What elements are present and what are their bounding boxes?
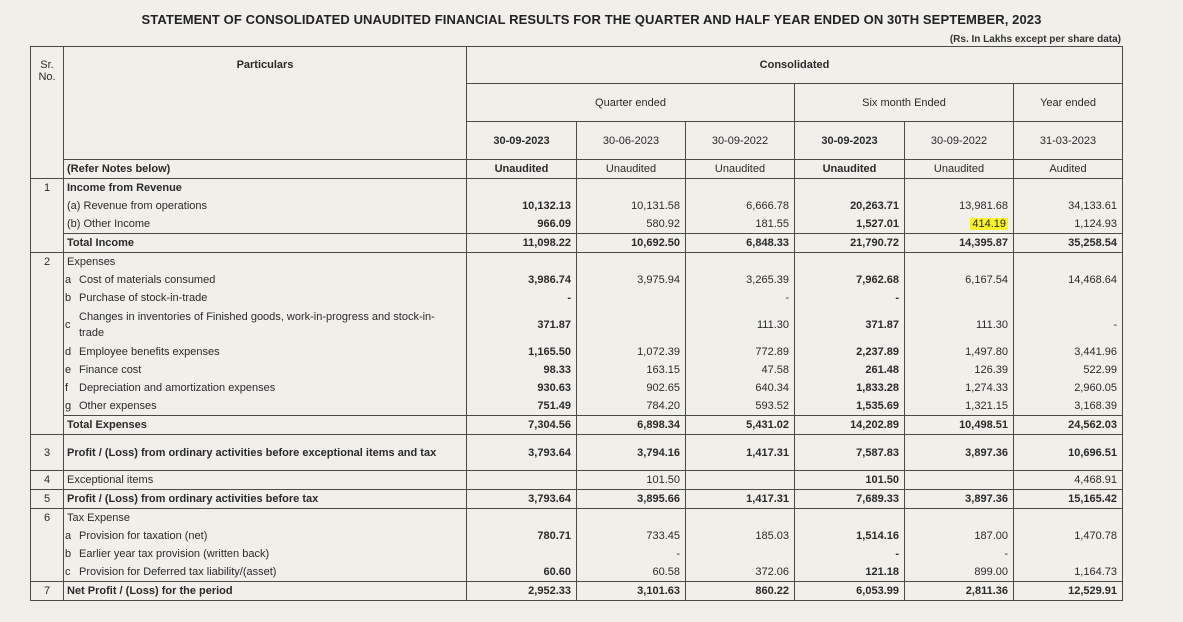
value-cell: 121.18 (795, 563, 905, 582)
value-cell: 3,897.36 (905, 490, 1014, 509)
value-cell (577, 509, 686, 528)
particular-label (64, 361, 467, 379)
value-cell: 261.48 (795, 361, 905, 379)
table-row (31, 563, 1123, 582)
particular-text: Total Income (67, 237, 135, 249)
value-cell: 101.50 (577, 471, 686, 490)
particular-label (64, 253, 467, 272)
value-cell (686, 253, 795, 272)
value-cell: 24,562.03 (1014, 416, 1123, 435)
table-row (31, 379, 1123, 397)
sr-number (31, 343, 64, 361)
value-cell: 1,274.33 (905, 379, 1014, 397)
value-cell (467, 253, 577, 272)
value-cell (577, 307, 686, 343)
value-cell: 3,897.36 (905, 435, 1014, 471)
value-cell (577, 253, 686, 272)
particular-text: Cost of materials consumed (79, 274, 216, 286)
audit-status-header: Unaudited (467, 160, 577, 179)
value-cell (467, 471, 577, 490)
particular-label (64, 509, 467, 528)
particular-text: Employee benefits expenses (79, 346, 220, 358)
audit-status-header: Audited (1014, 160, 1123, 179)
particular-text: Depreciation and amortization expenses (79, 382, 276, 394)
value-cell: 111.30 (905, 307, 1014, 343)
sub-item-letter: b (65, 292, 72, 304)
value-cell (905, 253, 1014, 272)
value-cell: 1,470.78 (1014, 527, 1123, 545)
particular-text: Changes in inventories of Finished goods, work-in-progress and stock-in-trade (79, 311, 435, 339)
table-row (31, 307, 1123, 343)
sr-number (31, 416, 64, 435)
value-cell: 751.49 (467, 397, 577, 416)
value-cell: 1,535.69 (795, 397, 905, 416)
particular-label (64, 343, 467, 361)
particular-text: Income from Revenue (67, 182, 182, 194)
value-cell (905, 471, 1014, 490)
value-cell: 7,587.83 (795, 435, 905, 471)
value-cell: 15,165.42 (1014, 490, 1123, 509)
sr-number: 5 (31, 490, 64, 509)
value-cell: 1,833.28 (795, 379, 905, 397)
table-row (31, 582, 1123, 601)
value-cell: 60.60 (467, 563, 577, 582)
particular-label (64, 234, 467, 253)
value-cell: 733.45 (577, 527, 686, 545)
value-cell: 3,793.64 (467, 490, 577, 509)
value-cell: 163.15 (577, 361, 686, 379)
table-row (31, 490, 1123, 509)
value-cell: 6,167.54 (905, 271, 1014, 289)
value-cell: - (467, 289, 577, 307)
particular-label (64, 379, 467, 397)
sr-number (31, 397, 64, 416)
table-row (31, 527, 1123, 545)
value-cell: 1,072.39 (577, 343, 686, 361)
value-cell: 784.20 (577, 397, 686, 416)
six-month-ended-header: Six month Ended (795, 84, 1014, 122)
value-cell: 14,202.89 (795, 416, 905, 435)
table-row (31, 271, 1123, 289)
particular-text: Purchase of stock-in-trade (79, 292, 208, 304)
value-cell: 3,793.64 (467, 435, 577, 471)
value-cell: 11,098.22 (467, 234, 577, 253)
value-cell (686, 179, 795, 198)
particular-label (64, 271, 467, 289)
sr-number (31, 563, 64, 582)
value-cell: 6,666.78 (686, 197, 795, 215)
value-cell: 1,165.50 (467, 343, 577, 361)
value-cell: 6,053.99 (795, 582, 905, 601)
sub-item-letter: d (65, 346, 72, 358)
value-cell: 1,417.31 (686, 435, 795, 471)
value-cell (1014, 545, 1123, 563)
value-cell: - (577, 545, 686, 563)
sub-item-letter: f (65, 382, 69, 394)
value-cell: 1,514.16 (795, 527, 905, 545)
unit-note: (Rs. In Lakhs except per share data) (949, 34, 1121, 45)
table-row (31, 253, 1123, 272)
value-cell (905, 215, 1014, 234)
sub-item-letter: c (65, 318, 71, 331)
particular-label (64, 563, 467, 582)
value-cell: 98.33 (467, 361, 577, 379)
year-ended-header: Year ended (1014, 84, 1123, 122)
sr-number: 6 (31, 509, 64, 528)
particulars-header: Particulars (64, 47, 467, 160)
sr-number: 4 (31, 471, 64, 490)
value-cell (686, 545, 795, 563)
quarter-ended-header: Quarter ended (467, 84, 795, 122)
table-row (31, 416, 1123, 435)
value-cell: 3,895.66 (577, 490, 686, 509)
value-cell: 1,164.73 (1014, 563, 1123, 582)
value-cell (1014, 509, 1123, 528)
value-cell (686, 509, 795, 528)
table-row (31, 545, 1123, 563)
value-cell (467, 545, 577, 563)
value-cell: 126.39 (905, 361, 1014, 379)
value-cell: 10,132.13 (467, 197, 577, 215)
value-cell: 3,265.39 (686, 271, 795, 289)
value-cell: 101.50 (795, 471, 905, 490)
particular-label (64, 289, 467, 307)
period-date-header: 30-09-2023 (795, 122, 905, 160)
particular-label (64, 197, 467, 215)
period-date-header: 30-09-2022 (686, 122, 795, 160)
particular-text: Profit / (Loss) from ordinary activities before exceptional items and tax (67, 446, 437, 459)
value-cell: 772.89 (686, 343, 795, 361)
value-cell: - (795, 545, 905, 563)
value-cell: 12,529.91 (1014, 582, 1123, 601)
value-cell (577, 289, 686, 307)
sr-number (31, 289, 64, 307)
value-cell: 34,133.61 (1014, 197, 1123, 215)
value-cell: 47.58 (686, 361, 795, 379)
value-cell: 181.55 (686, 215, 795, 234)
particular-label (64, 490, 467, 509)
sr-spacer (31, 160, 64, 179)
value-cell: 10,131.58 (577, 197, 686, 215)
table-row (31, 361, 1123, 379)
value-cell (795, 509, 905, 528)
sub-item-letter: g (65, 400, 72, 412)
sr-number (31, 271, 64, 289)
table-row (31, 343, 1123, 361)
value-cell: 593.52 (686, 397, 795, 416)
value-cell: 2,960.05 (1014, 379, 1123, 397)
particular-text: Earlier year tax provision (written back) (79, 548, 270, 560)
sub-item-letter: a (65, 274, 72, 286)
period-date-header: 31-03-2023 (1014, 122, 1123, 160)
table-row (31, 509, 1123, 528)
value-cell: 780.71 (467, 527, 577, 545)
value-cell: 111.30 (686, 307, 795, 343)
sr-number: 7 (31, 582, 64, 601)
value-cell: 14,395.87 (905, 234, 1014, 253)
table-row (31, 215, 1123, 234)
value-cell: - (795, 289, 905, 307)
value-cell: 899.00 (905, 563, 1014, 582)
value-cell: 185.03 (686, 527, 795, 545)
value-cell: 14,468.64 (1014, 271, 1123, 289)
sub-item-letter: a (65, 530, 72, 542)
particular-text: (a) Revenue from operations (67, 200, 208, 212)
particular-text: Tax Expense (67, 512, 130, 524)
value-cell: 20,263.71 (795, 197, 905, 215)
value-cell: 1,527.01 (795, 215, 905, 234)
value-cell: 522.99 (1014, 361, 1123, 379)
value-cell: 7,304.56 (467, 416, 577, 435)
particular-label (64, 471, 467, 490)
value-cell: 1,124.93 (1014, 215, 1123, 234)
particular-text: Provision for taxation (net) (79, 530, 208, 542)
table-row (31, 179, 1123, 198)
particular-text: Total Expenses (67, 419, 147, 431)
value-cell: 1,321.15 (905, 397, 1014, 416)
consolidated-header: Consolidated (467, 47, 1123, 84)
sr-number (31, 197, 64, 215)
sr-number: 2 (31, 253, 64, 272)
value-cell: 3,441.96 (1014, 343, 1123, 361)
value-cell: 187.00 (905, 527, 1014, 545)
table-row (31, 197, 1123, 215)
sr-number (31, 545, 64, 563)
particular-label (64, 397, 467, 416)
value-cell: 372.06 (686, 563, 795, 582)
value-cell (577, 179, 686, 198)
sr-number (31, 307, 64, 343)
table-row (31, 435, 1123, 471)
particular-text: Profit / (Loss) from ordinary activities before tax (67, 493, 319, 505)
audit-status-header: Unaudited (795, 160, 905, 179)
sr-number (31, 234, 64, 253)
audit-status-header: Unaudited (577, 160, 686, 179)
highlighted-value: 414.19 (972, 218, 1006, 230)
particular-label (64, 179, 467, 198)
value-cell: 5,431.02 (686, 416, 795, 435)
value-cell: 966.09 (467, 215, 577, 234)
value-cell (795, 253, 905, 272)
value-cell: 3,101.63 (577, 582, 686, 601)
table-row (31, 471, 1123, 490)
particular-text: Net Profit / (Loss) for the period (67, 585, 233, 597)
value-cell: 10,696.51 (1014, 435, 1123, 471)
table-row (31, 234, 1123, 253)
audit-status-header: Unaudited (905, 160, 1014, 179)
value-cell: - (905, 545, 1014, 563)
audit-status-header: Unaudited (686, 160, 795, 179)
value-cell: - (1014, 307, 1123, 343)
value-cell: 3,168.39 (1014, 397, 1123, 416)
value-cell: 10,692.50 (577, 234, 686, 253)
value-cell (1014, 179, 1123, 198)
particular-text: Other expenses (79, 400, 157, 412)
value-cell: 21,790.72 (795, 234, 905, 253)
period-date-header: 30-09-2023 (467, 122, 577, 160)
value-cell: 7,689.33 (795, 490, 905, 509)
refer-notes-label: (Refer Notes below) (64, 160, 467, 179)
value-cell (795, 179, 905, 198)
value-cell: 860.22 (686, 582, 795, 601)
value-cell: 1,497.80 (905, 343, 1014, 361)
period-date-header: 30-06-2023 (577, 122, 686, 160)
value-cell (467, 179, 577, 198)
particular-label (64, 435, 467, 471)
value-cell: 35,258.54 (1014, 234, 1123, 253)
value-cell (686, 471, 795, 490)
particular-label (64, 307, 467, 343)
particular-text: Exceptional items (67, 474, 154, 486)
particular-label (64, 527, 467, 545)
sr-number: 3 (31, 435, 64, 471)
value-cell: 1,417.31 (686, 490, 795, 509)
value-cell (905, 289, 1014, 307)
sr-number (31, 215, 64, 234)
sub-item-letter: e (65, 364, 72, 376)
value-cell: 13,981.68 (905, 197, 1014, 215)
value-cell: 2,952.33 (467, 582, 577, 601)
value-cell: 640.34 (686, 379, 795, 397)
sr-number: 1 (31, 179, 64, 198)
value-cell: 6,898.34 (577, 416, 686, 435)
particular-text: (b) Other Income (67, 218, 151, 230)
particular-label (64, 545, 467, 563)
value-cell: 2,811.36 (905, 582, 1014, 601)
value-cell (467, 509, 577, 528)
value-cell (905, 179, 1014, 198)
sub-item-letter: c (65, 566, 71, 578)
particular-text: Expenses (67, 256, 116, 268)
particular-label (64, 582, 467, 601)
financial-results-table (30, 46, 1123, 601)
value-cell: 6,848.33 (686, 234, 795, 253)
value-cell: 580.92 (577, 215, 686, 234)
sr-no-header: Sr. No. (31, 47, 64, 160)
table-row (31, 397, 1123, 416)
value-cell (1014, 289, 1123, 307)
particular-text: Provision for Deferred tax liability/(asset) (79, 566, 277, 578)
value-cell: 3,986.74 (467, 271, 577, 289)
value-cell: 4,468.91 (1014, 471, 1123, 490)
value-cell: 371.87 (467, 307, 577, 343)
sr-number (31, 361, 64, 379)
particular-label (64, 215, 467, 234)
value-cell: 902.65 (577, 379, 686, 397)
sr-number (31, 379, 64, 397)
value-cell (1014, 253, 1123, 272)
value-cell (905, 509, 1014, 528)
statement-title: STATEMENT OF CONSOLIDATED UNAUDITED FINANCIAL RESULTS FOR THE QUARTER AND HALF YEAR ENDED ON 30TH SEPTEMBER, 2023 (141, 12, 1042, 27)
sub-item-letter: b (65, 548, 72, 560)
value-cell: 371.87 (795, 307, 905, 343)
value-cell: 10,498.51 (905, 416, 1014, 435)
value-cell: 2,237.89 (795, 343, 905, 361)
table-row (31, 289, 1123, 307)
value-cell: 60.58 (577, 563, 686, 582)
value-cell: 3,975.94 (577, 271, 686, 289)
particular-label (64, 416, 467, 435)
particular-text: Finance cost (79, 364, 142, 376)
sr-number (31, 527, 64, 545)
value-cell: 3,794.16 (577, 435, 686, 471)
value-cell: 7,962.68 (795, 271, 905, 289)
value-cell: - (686, 289, 795, 307)
value-cell: 930.63 (467, 379, 577, 397)
period-date-header: 30-09-2022 (905, 122, 1014, 160)
